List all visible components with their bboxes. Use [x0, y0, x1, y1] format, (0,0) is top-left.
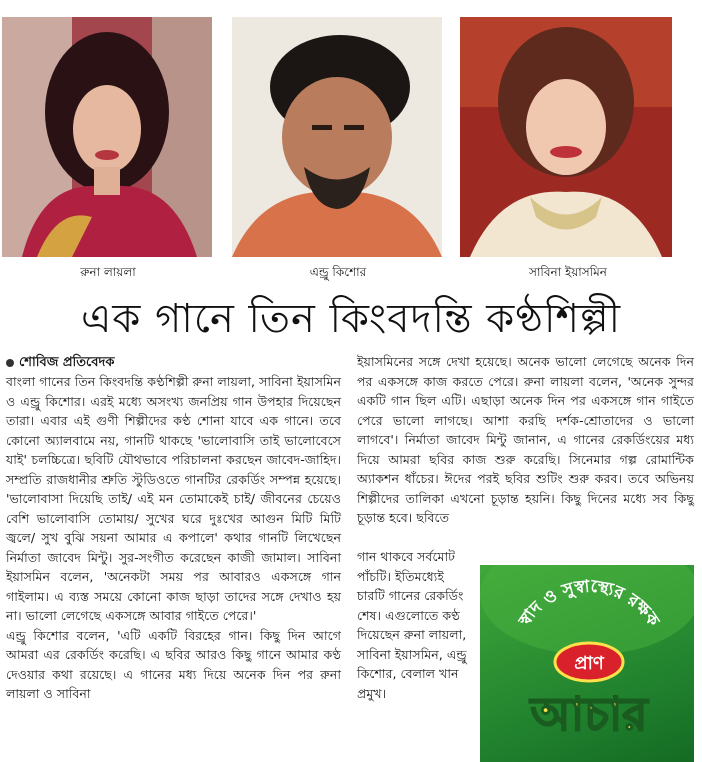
headline: এক গানে তিন কিংবদন্তি কণ্ঠশিল্পী: [80, 296, 622, 342]
bullet-icon: [6, 359, 14, 367]
photo-andrew-kishore: [232, 17, 442, 257]
paragraph: এন্ড্রু কিশোর বলেন, 'এটি একটি বিরহের গান। কিছু দিন আগে আমরা এর রেকর্ডিং করেছি। এ ছবির আরও কিছু গানে আমার কণ্ঠ দেওয়ার কথা রয়েছে। এ গানের মধ্য দিয়ে অনেক দিন পর রুনা লায়লা ও সাবিনা: [6, 627, 341, 701]
byline-text: শোবিজ প্রতিবেদক: [19, 355, 115, 370]
article-column-3: [357, 547, 472, 703]
photo-runa-laila: [2, 17, 212, 257]
caption-sabina-yasmin: সাবিনা ইয়াসমিন: [529, 265, 607, 279]
pran-logo-text: প্রাণ: [574, 653, 604, 674]
byline: [6, 353, 114, 374]
caption-runa-laila: রুনা লায়লা: [80, 265, 136, 279]
article-column-2: [357, 352, 694, 528]
paragraph: বাংলা গানের তিন কিংবদন্তি কণ্ঠশিল্পী রুনা লায়লা, সাবিনা ইয়াসমিন ও এন্ড্রু কিশোর। এরই মধ্যে অসংখ্য জনপ্রিয় গান উপহার দিয়েছেন তারা। এবার এই গুণী শিল্পীদের কণ্ঠ শোনা যাবে এক গানে। তবে কোনো অ্যালবামে নয়, গানটি থাকছে 'ভালোবাসি তাই ভালোবেসে যাই' চলচ্চিত্রে। ছবিটি যৌথভাবে পরিচালনা করছেন জাবেদ-জাহিদ। সম্প্রতি রাজধানীর শ্রুতি স্টুডিওতে গানটির রেকর্ডিং সম্পন্ন হয়েছে। 'ভালোবাসা দিয়েছি তাই/ এই মন তোমাকেই চাই/ জীবনের চেয়েও বেশি ভালোবাসি তোমায়/ সুখের ঘরে দুঃখের আগুন মিটি মিটি জ্বলে/ সুখ বুঝি সয়না আমার এ কপালে' কথার গানটি লিখেছেন নির্মাতা জাবেদ মিন্টু। সুর-সংগীত করেছেন কাজী জামাল। সাবিনা ইয়াসমিন বলেন, 'অনেকটা সময় পর আবারও একসঙ্গে গান গাইলাম। এ ব্যস্ত সময়ে কোনো কাজ ছাড়া তাদের সঙ্গে দেখাও হয় না। ভালো লেগেছে একসঙ্গে আবার গাইতে পেরে।': [6, 374, 341, 623]
paragraph: ইয়াসমিনের সঙ্গে দেখা হয়েছে। অনেক ভালো লেগেছে অনেক দিন পর একসঙ্গে কাজ করতে পেরে। রুনা লায়লা বলেন, 'অনেক সুন্দর একটি গান ছিল এটি। এছাড়া অনেক দিন পর একসঙ্গে গান গাইতে পেরে ভালো লাগছে। আশা করছি দর্শক-শ্রোতাদের ও ভালো লাগবে'। নির্মাতা জাবেদ মিন্টু জানান, এ গানের রেকর্ডিংয়ের মধ্য দিয়ে আমরা ছবির কাজ শুরু করেছি। সিনেমার গল্প রোমান্টিক অ্যাকশন ধাঁচের। ঈদের পরই ছবির শুটিং শুরু করব। তবে অভিনয় শিল্পীদের তালিকা এখনো চূড়ান্ত হয়নি। কিছু দিনের মধ্যে সব কিছু চূড়ান্ত হবে। ছবিতে: [357, 354, 694, 525]
caption-andrew-kishore: এন্ড্রু কিশোর: [309, 265, 367, 279]
paragraph: গান থাকবে সর্বমোট পাঁচটি। ইতিমধ্যেই চারটি গানের রেকর্ডিং শেষ। এগুলোতে কণ্ঠ দিয়েছেন রুনা লায়লা, সাবিনা ইয়াসমিন, এন্ড্রু কিশোর, বেলাল খান প্রমুখ।: [357, 549, 467, 701]
photo-sabina-yasmin: [460, 17, 672, 257]
pran-achar-advertisement: [480, 565, 694, 762]
ad-product-name: আচার: [530, 687, 648, 741]
article-column-1: [6, 372, 341, 704]
ad-arc-text: স্বাদ ও সুস্বাস্থ্যের রক্ষক: [514, 576, 664, 631]
